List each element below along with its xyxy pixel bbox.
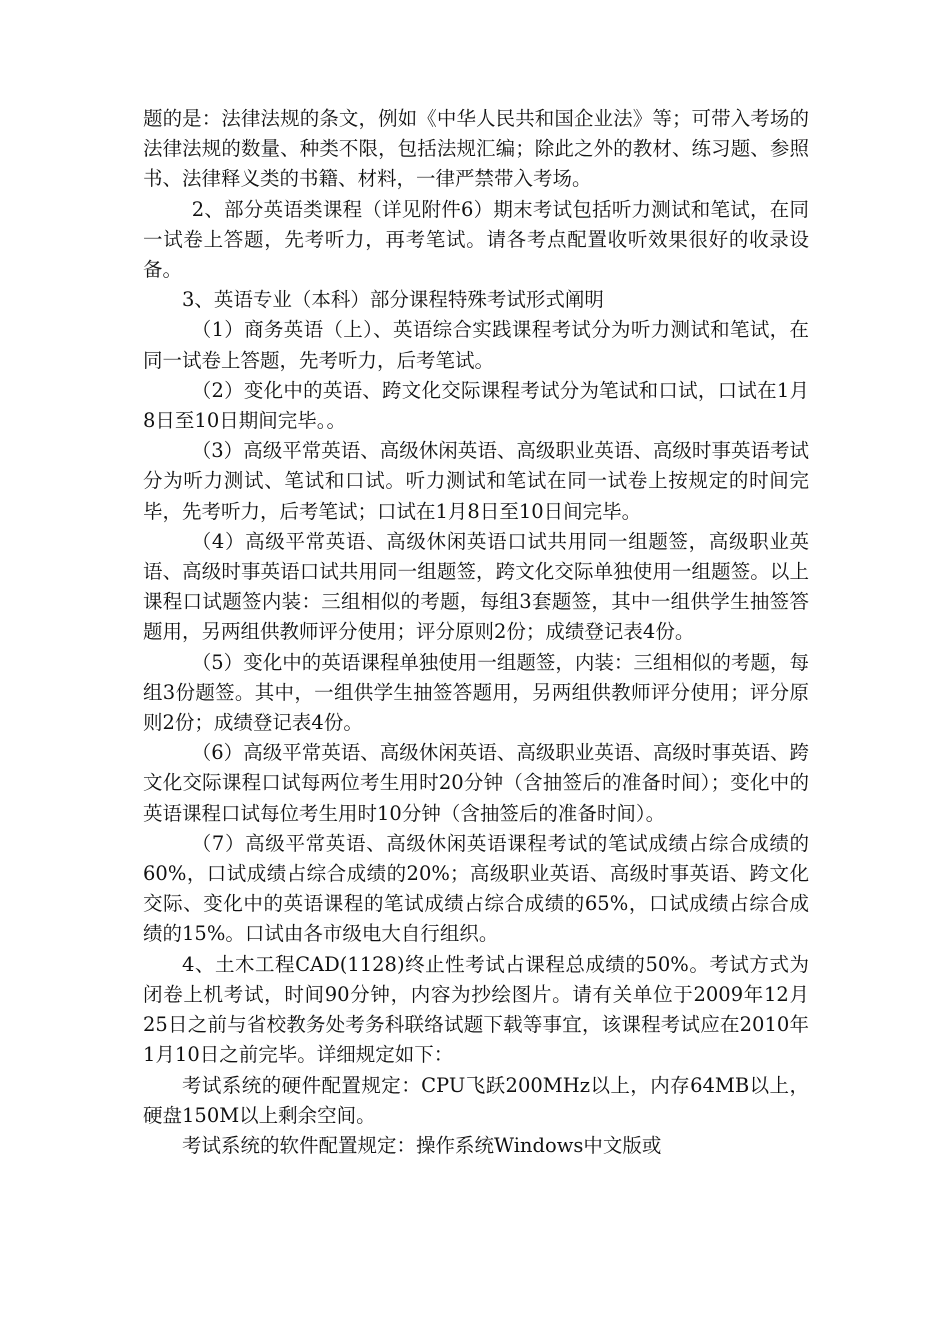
paragraph-english-major-heading: 3、英语专业（本科）部分课程特殊考试形式阐明 xyxy=(182,288,604,312)
paragraph-exam-materials-continued: 题的是：法律法规的条文，例如《中华人民共和国企业法》等；可带入考场的法律法规的数量、种类不限，包括法规汇编；除此之外的教材、练习题、参照书、法律释义类的书籍、材料，一律严禁带入考场。 xyxy=(143,107,809,191)
paragraph-english-listening: 2、部分英语类课程（详见附件6）期末考试包括听力测试和笔试，在同一试卷上答题，先考听力，再考笔试。请各考点配置收听效果很好的收录设备。 xyxy=(143,197,809,282)
paragraph-item-7: （7）高级平常英语、高级休闲英语课程考试的笔试成绩占综合成绩的60%，口试成绩占综合成绩的20%；高级职业英语、高级时事英语、跨文化交际、变化中的英语课程的笔试成绩占综合成绩的65%，口试成绩占综合成绩的15%。口试由各市级电大自行组织。 xyxy=(143,831,809,946)
paragraph-item-3: （3）高级平常英语、高级休闲英语、高级职业英语、高级时事英语考试分为听力测试、笔试和口试。听力测试和笔试在同一试卷上按规定的时间完毕，先考听力，后考笔试；口试在1月8日至10日间完毕。 xyxy=(143,439,809,523)
paragraph-civil-cad: 4、土木工程CAD(1128)终止性考试占课程总成绩的50%。考试方式为闭卷上机考试，时间90分钟，内容为抄绘图片。请有关单位于2009年12月25日之前与省校教务处考务科联络试题下载等事宜，该课程考试应在2010年1月10日之前完毕。详细规定如下： xyxy=(143,952,809,1067)
paragraph-software-requirements: 考试系统的软件配置规定：操作系统Windows中文版或 xyxy=(182,1133,662,1157)
document-page xyxy=(143,104,809,1161)
paragraph-hardware-requirements: 考试系统的硬件配置规定：CPU飞跃200MHz以上，内存64MB以上，硬盘150M以上剩余空间。 xyxy=(143,1073,809,1127)
paragraph-item-1: （1）商务英语（上）、英语综合实践课程考试分为听力测试和笔试，在同一试卷上答题，先考听力，后考笔试。 xyxy=(143,318,809,372)
paragraph-item-6: （6）高级平常英语、高级休闲英语、高级职业英语、高级时事英语、跨文化交际课程口试每两位考生用时20分钟（含抽签后的准备时间）；变化中的英语课程口试每位考生用时10分钟（含抽签后的准备时间）。 xyxy=(143,741,809,825)
paragraph-item-4: （4）高级平常英语、高级休闲英语口试共用同一组题签，高级职业英语、高级时事英语口试共用同一组题签，跨文化交际单独使用一组题签。以上课程口试题签内装：三组相似的考题，每组3套题签，其中一组供学生抽签答题用，另两组供教师评分使用；评分原则2份；成绩登记表4份。 xyxy=(143,529,809,644)
paragraph-item-2: （2）变化中的英语、跨文化交际课程考试分为笔试和口试，口试在1月8日至10日期间完毕。。 xyxy=(143,378,809,433)
paragraph-item-5: （5）变化中的英语课程单独使用一组题签，内装：三组相似的考题，每组3份题签。其中，一组供学生抽签答题用，另两组供教师评分使用；评分原则2份；成绩登记表4份。 xyxy=(143,650,809,735)
